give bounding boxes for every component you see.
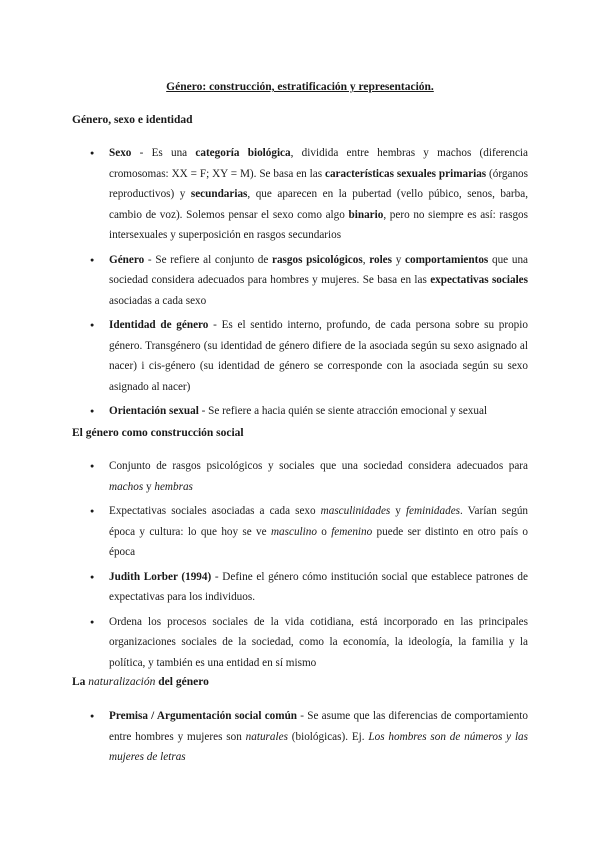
term-identidad-de-genero: Identidad de género — [109, 319, 209, 331]
list-item-identidad-de-genero: ● Identidad de género - Es el sentido interno, profundo, de cada persona sobre su propio género. Transgénero (su identidad de género difiere de la asociada según su sexo asignado al nacer) i cis-género (su identidad de género se corresponde con la asociada según su sexo asignado al nacer) — [90, 315, 528, 397]
term-premisa: Premisa / Argumentación social común — [109, 710, 298, 722]
document-title: Género: construcción, estratificación y representación. — [166, 81, 434, 93]
term-genero: Género — [109, 253, 145, 266]
section-heading-social-construction: El género como construcción social — [72, 427, 244, 439]
bullet-list-gender-sex-identity — [90, 143, 528, 426]
list-item-expectativas-sociales: ● Expectativas sociales asociadas a cada sexo masculinidades y feminidades. Varían según época y cultura: lo que hoy se ve masculino o femenino puede ser distinto en otro país o época — [90, 501, 528, 563]
bullet-list-social-construction — [90, 456, 528, 677]
list-item-ordena-procesos: ● Ordena los procesos sociales de la vida cotidiana, está incorporado en las principales organizaciones sociales de la sociedad, como la economía, la ideología, la familia y la política, y también es una entidad en sí mismo — [90, 612, 528, 674]
list-item-premisa: ● Premisa / Argumentación social común - Se asume que las diferencias de comportamiento entre hombres y mujeres son naturales (biológicas). Ej. Los hombres son de números y las mujeres de letras — [90, 706, 528, 768]
list-item-judith-lorber: ● Judith Lorber (1994) - Define el género cómo institución social que establece patrones de expectativas para los individuos. — [90, 567, 528, 608]
section-heading-naturalization: La naturalización del género — [72, 676, 209, 688]
term-orientacion-sexual: Orientación sexual — [109, 405, 199, 417]
term-sexo: Sexo — [109, 147, 132, 159]
bullet-list-naturalization — [90, 706, 528, 772]
term-judith-lorber: Judith Lorber (1994) — [109, 570, 212, 583]
list-item-orientacion-sexual: ● Orientación sexual - Se refiere a hacia quién se siente atracción emocional y sexual — [90, 401, 528, 422]
section-heading-gender-sex-identity: Género, sexo e identidad — [72, 114, 193, 126]
list-item-genero: ● Género - Se refiere al conjunto de rasgos psicológicos, roles y comportamientos que una sociedad considera adecuados para hombres y mujeres. Se basa en las expectativas sociales asociadas a cada sexo — [90, 250, 528, 312]
list-item-sexo: ● Sexo - Es una categoría biológica, dividida entre hembras y machos (diferencia cromosomas: XX = F; XY = M). Se basa en las características sexuales primarias (órganos reproductivos) y secundarias, que aparecen en la pubertad (vello púbico, senos, barba, cambio de voz). Solemos pensar el sexo como algo binario, pero no siempre es así: rasgos intersexuales y superposición en rasgos secundarios — [90, 143, 528, 246]
list-item-conjunto-de-rasgos: ● Conjunto de rasgos psicológicos y sociales que una sociedad considera adecuados para machos y hembras — [90, 456, 528, 497]
